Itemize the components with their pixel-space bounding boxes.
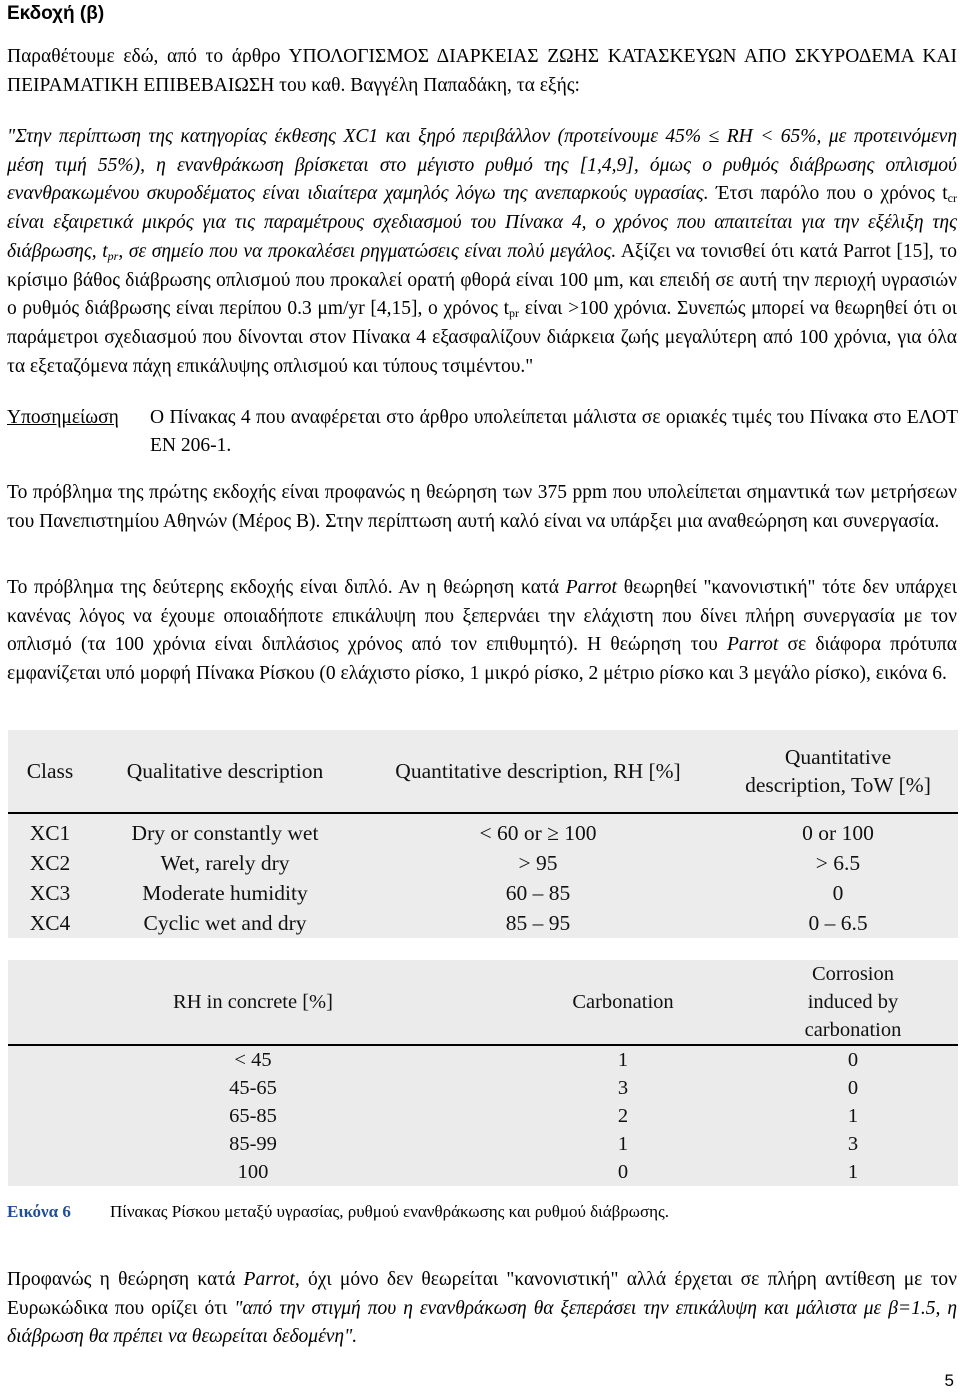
subscript-pr: pr [107, 248, 119, 263]
column-header: Quantitative description, RH [%] [358, 730, 718, 813]
table-cell: 0 [847, 1049, 859, 1071]
table-cell: > 95 [518, 851, 558, 875]
table-cell: 45-65 [229, 1077, 277, 1099]
table-row [8, 1074, 958, 1102]
quote-part: είναι εξαιρετικά μικρός για τις παραμέτρους σχεδιασμού του Πίνακα 4, ο χρόνος που απαιτείται για την εξέλιξη της διάβρωσης, t [7, 212, 957, 262]
table-cell: 0 – 6.5 [808, 911, 868, 935]
table-cell: 85-99 [229, 1133, 277, 1155]
text-run: θεωρηθεί "κανονιστική" τότε δεν υπάρχει κανένας λόγος να έχουμε οποιαδήποτε επικάλυψη που ξεπερνάει την ελάχιστη που δίνει πλήρη συνεργασία με τον οπλισμό (τα 100 χρόνια είναι διπλάσιος χρόνος από τον επιθυμητό). Η θεώρηση του [7, 577, 957, 655]
table-cell: 1 [617, 1133, 629, 1155]
table-cell: 0 [832, 881, 844, 905]
figure-caption-text: Πίνακας Ρίσκου μεταξύ υγρασίας, ρυθμού ενανθράκωσης και ρυθμού διάβρωσης. [110, 1202, 669, 1221]
text-run: όχι μόνο δεν θεωρείται "κανονιστική" αλλά έρχεται σε πλήρη αντίθεση με τον Ευρωκώδικα που ορίζει ότι [7, 1269, 957, 1319]
quoted-paragraph [7, 123, 957, 381]
table-cell: XC1 [29, 821, 71, 845]
column-header: RH in concrete [%] [8, 960, 498, 1045]
table-cell: XC2 [29, 851, 71, 875]
quote-part: , σε σημείο που να προκαλέσει ρηγματώσεις είναι πολύ μεγάλος. [118, 240, 617, 262]
table-cell: 0 [617, 1161, 629, 1183]
quote-part: Έτσι παρόλο που ο χρόνος t [708, 183, 948, 205]
table-cell: Wet, rarely dry [160, 851, 290, 875]
page-number: 5 [944, 1371, 954, 1390]
subscript-cr: cr [947, 191, 957, 206]
intro-paragraph: Παραθέτουμε εδώ, από το άρθρο ΥΠΟΛΟΓΙΣΜΟΣ ΔΙΑΡΚΕΙΑΣ ΖΩΗΣ ΚΑΤΑΣΚΕΥΩΝ ΑΠΟ ΣΚΥΡΟΔΕΜΑ ΚΑΙ ΠΕΙΡΑΜΑΤΙΚΗ ΕΠΙΒΕΒΑΙΩΣΗ του καθ. Βαγγέλη Παπαδάκη, τα εξής: [7, 46, 957, 96]
section-heading: Εκδοχή (β) [7, 3, 105, 24]
figure-label: Εικόνα 6 [7, 1202, 71, 1221]
risk-table [8, 960, 958, 1186]
table-row [8, 1130, 958, 1158]
quote-part: Συνεπώς μπορεί να θεωρηθεί ότι οι παράμετροι σχεδιασμού που δίνονται στον Πίνακα 4 εξασφαλίζουν διάρκεια ζωής μεγαλύτερη από 100 χρόνια, για όλα τα εξεταζόμενα πάχη επικάλυψης οπλισμού και τύπους τσιμέντου." [7, 298, 958, 377]
column-header: Qualitative description [92, 730, 358, 813]
quote-part [709, 183, 957, 204]
column-header: Quantitative description, ToW [%] [718, 730, 958, 813]
table-cell: XC4 [29, 911, 71, 935]
table-row [8, 878, 958, 908]
table-cell: 1 [847, 1105, 859, 1127]
footnote-label: Υποσημείωση [7, 407, 119, 428]
table-cell: 60 – 85 [505, 881, 571, 905]
table-row [8, 848, 958, 878]
table-cell: 85 – 95 [505, 911, 571, 935]
table-cell: Moderate humidity [142, 881, 308, 905]
table-cell: 65-85 [229, 1105, 277, 1127]
quote-part: Αξίζει να τονισθεί ότι κατά Parrot [15], το κρίσιμο βάθος διάβρωσης οπλισμού που προκαλεί ορατή φθορά είναι 100 μm, και επειδή σε αυτή την περιοχή υγρασιών ο ρυθμός διάβρωσης είναι περίπου 0.3 μm/yr [4,15], ο χρόνος t [7, 240, 957, 320]
quote-part: είναι >100 χρόνια. [519, 298, 672, 320]
column-header: Class [8, 730, 92, 813]
table-cell: 100 [237, 1161, 269, 1183]
table-header-row [8, 960, 958, 1045]
table-cell: Dry or constantly wet [131, 821, 319, 845]
table-row [8, 1158, 958, 1186]
column-header: Carbonation [498, 960, 748, 1045]
final-paragraph [7, 1266, 957, 1352]
quote-part: "Στην περίπτωση της κατηγορίας έκθεσης XC1 και ξηρό περιβάλλον (προτείνουμε 45% ≤ RH < 65%, με προτεινόμενη μέση τιμή 55%), η ενανθράκωση βρίσκεται στο μέγιστο ρυθμό της [1,4,9], όμως ο ρυθμός διάβρωσης οπλισμού ενανθρακωμένου σκυροδέματος είναι ιδιαίτερα χαμηλός λόγω της ανεπαρκούς υγρασίας. [7, 126, 957, 205]
table-cell: 0 [847, 1077, 859, 1099]
eurocode-quote: "από την στιγμή που η ενανθράκωση θα ξεπεράσει την επικάλυψη και μάλιστα με β=1.5, η διάβρωση θα πρέπει να θεωρείται δεδομένη". [7, 1297, 957, 1347]
table-cell: < 45 [234, 1049, 272, 1071]
table-cell: 2 [617, 1105, 629, 1127]
table-header-row [8, 730, 958, 813]
table-cell: 3 [847, 1133, 859, 1155]
table-cell: 1 [617, 1049, 629, 1071]
subscript-pr: pr [509, 306, 520, 321]
table-row [8, 1045, 958, 1074]
parrot-reference: Parrot, [243, 1269, 300, 1290]
problem-paragraph-2 [7, 574, 957, 688]
table-cell: 1 [847, 1161, 859, 1183]
exposure-class-table [8, 730, 958, 938]
table-cell: < 60 or ≥ 100 [479, 821, 597, 845]
parrot-reference: Parrot [727, 634, 779, 655]
table-cell: Cyclic wet and dry [143, 911, 307, 935]
text-run: σε διάφορα πρότυπα εμφανίζεται υπό μορφή Πίνακα Ρίσκου (0 ελάχιστο ρίσκο, 1 μικρό ρίσκο, 2 μέτριο ρίσκο και 3 μεγάλο ρίσκο), εικόνα 6. [7, 634, 958, 684]
footnote-text: Ο Πίνακας 4 που αναφέρεται στο άρθρο υπολείπεται μάλιστα σε οριακές τιμές του Πίνακα στο ΕΛΟΤ ΕΝ 206-1. [150, 407, 958, 456]
text-run: Το πρόβλημα της δεύτερης εκδοχής είναι διπλό. Αν η θεώρηση κατά [7, 577, 566, 598]
table-row [8, 813, 958, 848]
problem-paragraph-1: Το πρόβλημα της πρώτης εκδοχής είναι προφανώς η θεώρηση των 375 ppm που υπολείπεται σημαντικά των μετρήσεων του Πανεπιστημίου Αθηνών (Μέρος Β). Στην περίπτωση αυτή καλό είναι να υπάρξει μια αναθεώρηση και συνεργασία. [7, 482, 957, 532]
table-row [8, 908, 958, 938]
column-header: Corrosion induced by carbonation [748, 960, 958, 1045]
parrot-reference: Parrot [565, 577, 617, 598]
table-cell: 0 or 100 [802, 821, 874, 845]
table-cell: 3 [617, 1077, 629, 1099]
table-cell: XC3 [29, 881, 71, 905]
text-run: Προφανώς η θεώρηση κατά [7, 1269, 244, 1290]
table-row [8, 1102, 958, 1130]
table-cell: > 6.5 [815, 851, 861, 875]
